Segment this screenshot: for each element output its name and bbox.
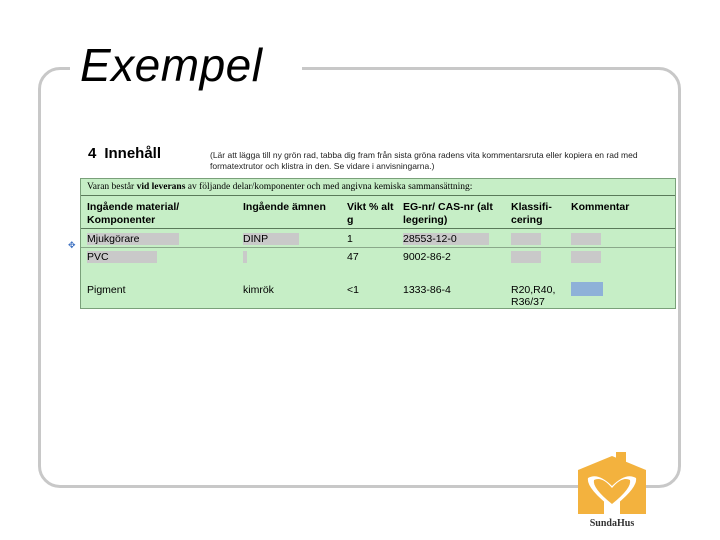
row-move-handle-icon[interactable]: ✥: [68, 240, 76, 250]
table-cell-substance[interactable]: [243, 251, 247, 263]
column-header-weight: Vikt % alt g: [347, 201, 394, 226]
table-cell-comment[interactable]: [571, 282, 603, 296]
table-cell-weight[interactable]: <1: [347, 284, 359, 296]
column-header-cas: EG-nr/ CAS-nr (alt legering): [403, 201, 493, 226]
table-cell-comment[interactable]: [571, 233, 601, 245]
column-header-substance: Ingående ämnen: [243, 201, 326, 213]
table-cell-material[interactable]: PVC: [87, 251, 157, 263]
table-cell-substance[interactable]: kimrök: [243, 284, 274, 296]
table-cell-classification[interactable]: R20,R40, R36/37: [511, 284, 556, 308]
table-cell-classification[interactable]: [511, 233, 541, 245]
table-cell-classification[interactable]: [511, 251, 541, 263]
table-cell-cas[interactable]: 9002-86-2: [403, 251, 451, 263]
table-cell-cas[interactable]: 28553-12-0: [403, 233, 489, 245]
caption-text-rest: av följande delar/komponenter och med angivna kemiska sammansättning:: [185, 182, 473, 192]
section-number: 4: [88, 145, 97, 162]
table-cell-cas[interactable]: 1333-86-4: [403, 284, 451, 296]
table-cell-weight[interactable]: 1: [347, 233, 353, 245]
caption-bold: vid leverans: [136, 182, 186, 192]
section-title: Innehåll: [104, 145, 162, 162]
logo-text: SundaHus: [589, 518, 635, 529]
table-cell-comment[interactable]: [571, 251, 601, 263]
caption-text: Varan består: [87, 182, 137, 192]
table-cell-weight[interactable]: 47: [347, 251, 359, 263]
table-cell-substance[interactable]: DINP: [243, 233, 299, 245]
content-table: [80, 178, 676, 309]
column-header-classification: Klassifi- cering: [511, 201, 552, 226]
section-note: (Lär att lägga till ny grön rad, tabba dig fram från sista gröna radens vita kommentarsruta eller kopiera en rad med formatextrutor och klistra in den. Se vidare i anvisningarna.): [210, 150, 638, 171]
divider: [81, 195, 675, 196]
slide-title: Exempel: [80, 39, 263, 91]
divider: [81, 228, 675, 229]
table-cell-material[interactable]: Pigment: [87, 284, 126, 296]
column-header-comment: Kommentar: [571, 201, 630, 213]
table-cell-material[interactable]: Mjukgörare: [87, 233, 179, 245]
column-header-material: Ingående material/ Komponenter: [87, 201, 180, 226]
table-caption: [87, 182, 472, 192]
section-heading: [88, 145, 161, 162]
divider: [81, 247, 675, 248]
